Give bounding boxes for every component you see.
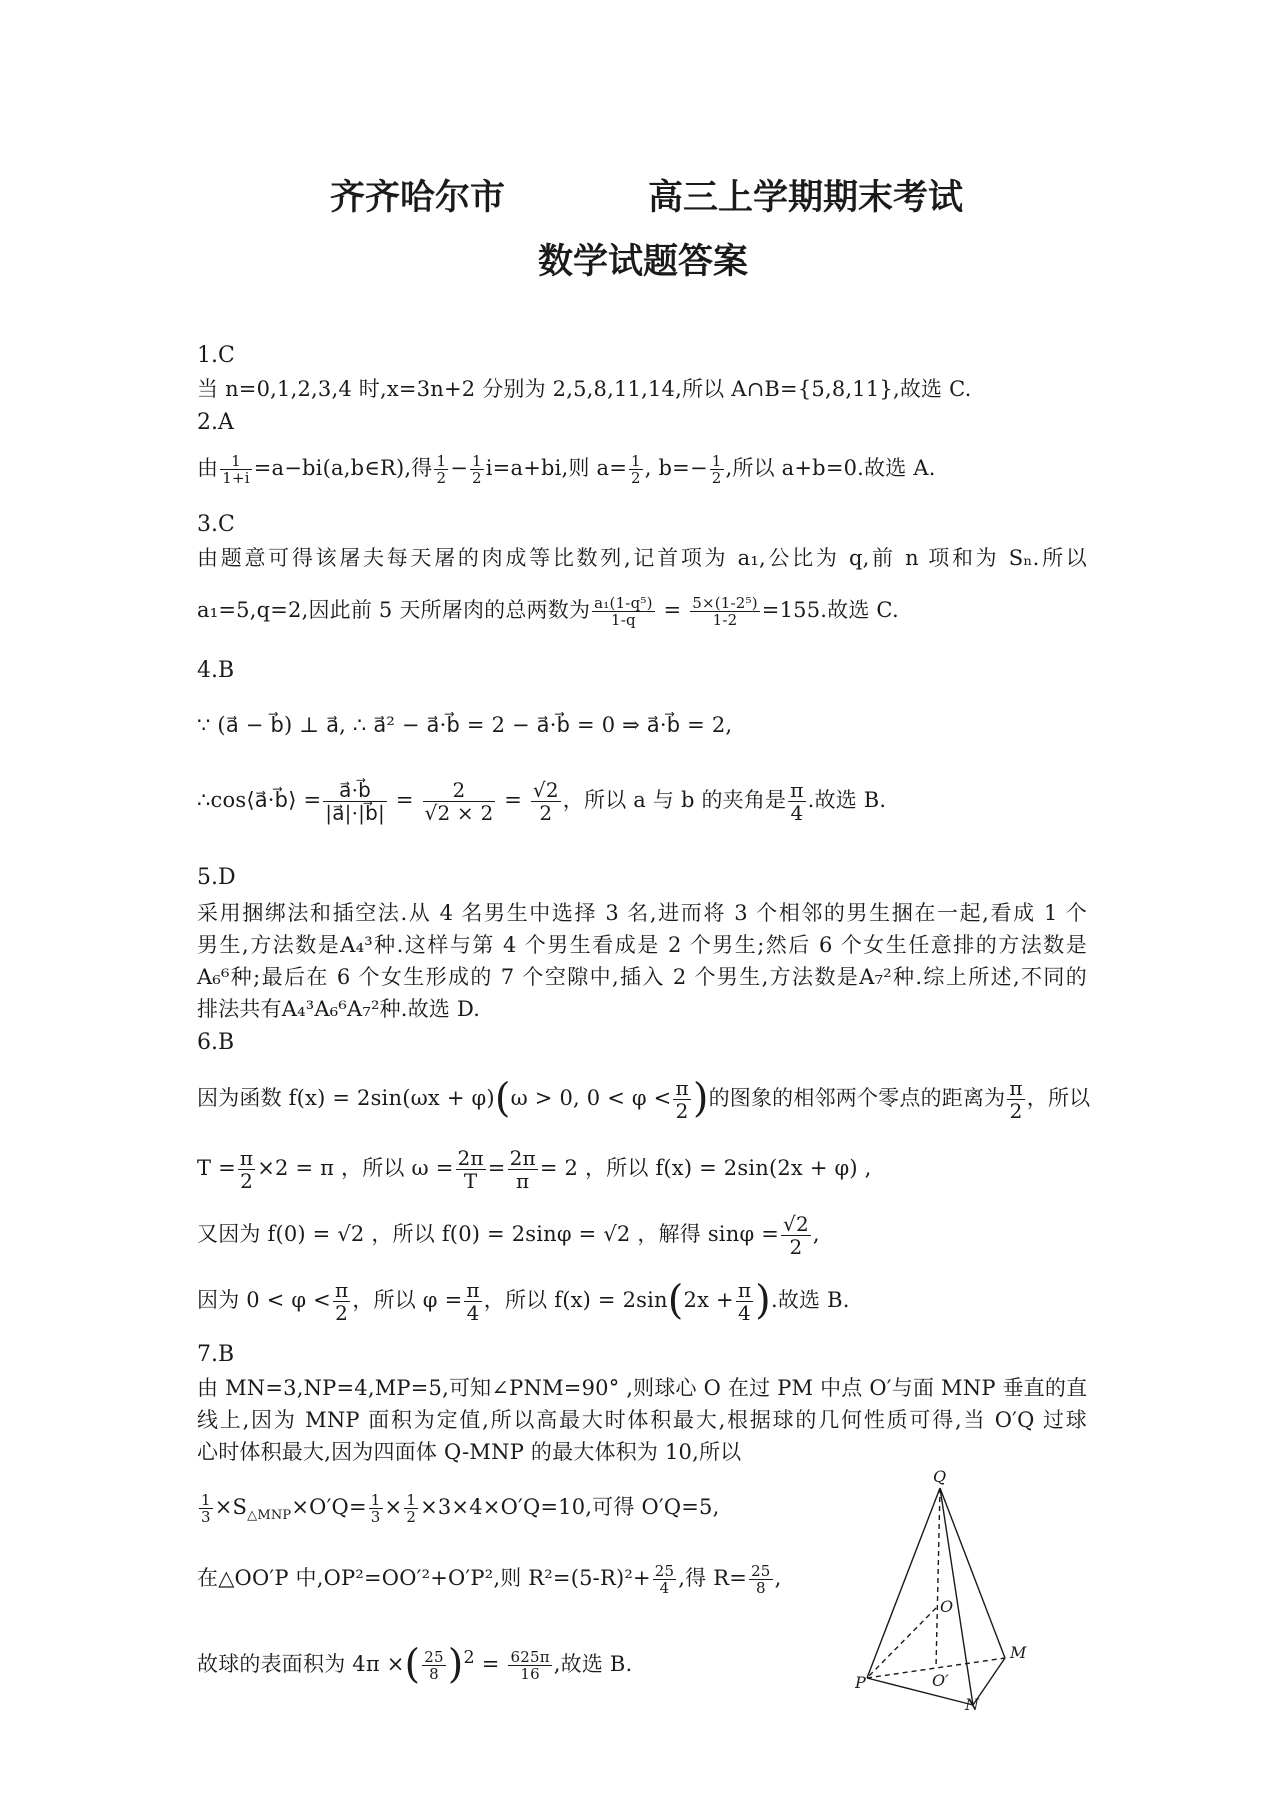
- edge-QP: [867, 1488, 940, 1678]
- fraction-pi-over-2-b: $\frac{\pi}{2}$: [1009, 1076, 1023, 1123]
- answer-text-5-line-3: A₆⁶种;最后在 6 个女生形成的 7 个空隙中,插入 2 个男生,方法数是A₇²种.综上所述,不同的: [197, 965, 1087, 989]
- q6-l4-a: 因为 0 < φ <: [197, 1288, 331, 1312]
- fraction-one-third: $\frac{1}{3}$: [201, 1490, 211, 1526]
- fraction-pi-over-2-c: $\frac{\pi}{2}$: [239, 1146, 254, 1193]
- label-M: M: [1010, 1643, 1027, 1662]
- q6-cond: ω > 0, 0 < φ <: [510, 1086, 672, 1110]
- q7-l5-b: ,得 R=: [678, 1566, 748, 1590]
- fraction-25-over-8-b: $\frac{25}{8}$: [424, 1647, 444, 1683]
- answer-text-7-line-2: 线上,因为 MNP 面积为定值,所以高最大时体积最大,根据球的几何性质可得,当 O′Q 过球: [197, 1408, 1087, 1432]
- answer-text-3-line-2: a₁=5,q=2,因此前 5 天所屠肉的总两数为 $\frac{\text{a₁(1-q⁵)}}{1-q}$ = $\frac{\text{5×(1-2⁵)}}{1-2}$ =155.故选 C.: [197, 593, 899, 629]
- fraction-half-q7: $\frac{1}{2}$: [406, 1490, 417, 1526]
- answer-text-7-line-4: [197, 1485, 837, 1538]
- fraction-pi-over-2-d: $\frac{\pi}{2}$: [334, 1278, 349, 1325]
- q6-end: ，所以: [1026, 1086, 1091, 1110]
- answer-text-4-line-2: ∴cos⟨a⃗·b⃗⟩ = $\frac{a⃗\cdot b⃗}{|a⃗|\cdot|b⃗|}$ = $\frac{2}{√2 \times 2}$ = $\frac{√2}{2}$ ，所以 a 与 b 的夹角是 $\frac{\pi}{4}$ .故选 B.: [197, 778, 887, 825]
- q7-l4-b: ×O′Q=: [291, 1495, 367, 1519]
- edge-PN: [867, 1678, 973, 1705]
- answer-label-5: 5.D: [197, 865, 236, 890]
- fraction-cos-2: $\frac{2}{√2 \times 2}$: [424, 778, 494, 825]
- tetrahedron-figure: [855, 1470, 1035, 1710]
- fraction-2pi-over-pi: $\frac{2\pi}{\pi}$: [509, 1146, 536, 1193]
- q4-pre: ∴cos⟨a⃗·b⃗⟩ =: [197, 788, 322, 812]
- answer-text-6-line-4: 因为 0 < φ < $\frac{\pi}{2}$ ，所以 φ = $\frac{\pi}{4}$ ，所以 f(x) = 2sin(2x + $\frac{\pi}{4}$ ).故选 B.: [197, 1277, 850, 1325]
- fraction-one-third-b: $\frac{1}{3}$: [370, 1490, 381, 1526]
- q2-pre: 由: [197, 456, 219, 480]
- answer-label-6: 6.B: [197, 1030, 235, 1055]
- answer-text-5-line-1: 采用捆绑法和插空法.从 4 名男生中选择 3 名,进而将 3 个相邻的男生捆在一起,看成 1 个: [197, 901, 1087, 925]
- fraction-half-3: $\frac{1}{2}$: [631, 451, 641, 487]
- q7-l4-c: ×: [384, 1495, 403, 1519]
- answer-text-7-line-3: 心时体积最大,因为四面体 Q-MNP 的最大体积为 10,所以: [197, 1440, 742, 1464]
- q7-l5-c: ,: [774, 1566, 782, 1590]
- fraction-2pi-over-T: $\frac{2\pi}{T}$: [457, 1146, 484, 1193]
- label-O-prime: O′: [932, 1671, 949, 1690]
- q3-pre: a₁=5,q=2,因此前 5 天所屠肉的总两数为: [197, 598, 591, 622]
- answer-text-5-line-4: 排法共有A₄³A₆⁶A₇²种.故选 D.: [197, 997, 481, 1021]
- answer-text-7-line-6: 故球的表面积为 4π ×( $\frac{25}{8}$ )$^2$ = $\frac{625\pi}{16}$ ,故选 B.: [197, 1641, 633, 1688]
- answer-text-7-line-5: [197, 1556, 837, 1600]
- answer-label-4: 4.B: [197, 658, 235, 683]
- q7-l5-a: 在△OO′P 中,OP²=OO′²+O′P²,则 R²=(5-R)²+: [197, 1566, 651, 1590]
- q4-end: .故选 B.: [807, 788, 887, 812]
- answer-text-6-line-3: [197, 1206, 1087, 1262]
- q3-post: =155.故选 C.: [761, 598, 899, 622]
- segment-QO2: [936, 1488, 940, 1668]
- answer-text-5-line-2: 男生,方法数是A₄³种.这样与第 4 个男生看成是 2 个男生;然后 6 个女生任意排的方法数是: [197, 933, 1087, 957]
- fraction-half: $\frac{1}{2}$: [436, 451, 447, 487]
- q6-l3-b: ,: [812, 1222, 820, 1246]
- fraction-sqrt2-over-2: $\frac{√2}{2}$: [783, 1212, 809, 1259]
- title-exam: 高三上学期期末考试: [648, 177, 964, 218]
- q6-l2-c: =: [487, 1156, 506, 1180]
- q6-l2-d: = 2 ，所以 f(x) = 2sin(2x + φ) ,: [539, 1156, 872, 1180]
- q7-l6-b: =: [481, 1652, 500, 1676]
- q6-l4-b: ，所以 φ =: [352, 1288, 463, 1312]
- answer-label-7: 7.B: [197, 1342, 235, 1367]
- label-Q: Q: [933, 1470, 947, 1486]
- answer-text-4-line-1: ∵ (a⃗ − b⃗) ⊥ a⃗, ∴ a⃗² − a⃗·b⃗ = 2 − a⃗·b⃗ = 0 ⇒ a⃗·b⃗ = 2,: [197, 713, 733, 737]
- fraction-geo-sum-values: $\frac{\text{5×(1-2⁵)}}{1-2}$: [692, 593, 758, 629]
- answer-label-2: 2.A: [197, 410, 234, 435]
- label-N: N: [965, 1695, 979, 1710]
- q7-l4-a: ×S: [214, 1495, 248, 1519]
- q6-l4-c: ，所以 f(x) = 2sin: [483, 1288, 668, 1312]
- answer-label-1: 1.C: [197, 343, 235, 368]
- answer-label-3: 3.C: [197, 512, 235, 537]
- answer-text-2: 由 $\frac{1}{1+i}$ =a−bi(a,b∈R),得 $\frac{1}{2}$ − $\frac{1}{2}$ i=a+bi,则 a= $\frac{1}{2}$ , b=− $\frac{1}{2}$ ,所以 a+b=0.故选 A.: [197, 451, 936, 487]
- fraction-pi-over-2: $\frac{\pi}{2}$: [675, 1076, 689, 1123]
- answer-text-1: 当 n=0,1,2,3,4 时,x=3n+2 分别为 2,5,8,11,14,所以 A∩B={5,8,11},故选 C.: [197, 377, 972, 401]
- fraction-25-over-8: $\frac{25}{8}$: [751, 1561, 771, 1597]
- q6-pre: 因为函数 f(x) = 2sin(ωx + φ): [197, 1086, 495, 1110]
- answer-text-6-line-1: 因为函数 f(x) = 2sin(ωx + φ)(ω > 0, 0 < φ < $\frac{\pi}{2}$ )的图象的相邻两个零点的距离为 $\frac{\pi}{2}$ ，所以: [197, 1075, 1091, 1123]
- fraction-neg-half: $\frac{1}{2}$: [711, 451, 722, 487]
- title-city: 齐齐哈尔市: [330, 177, 506, 218]
- fraction-625pi-over-16: $\frac{625\pi}{16}$: [510, 1647, 550, 1683]
- fraction-geo-sum: $\frac{\text{a₁(1-q⁵)}}{1-q}$: [594, 593, 653, 629]
- q2-mid: =a+bi,则 a=: [492, 456, 628, 480]
- q4-post: ，所以 a 与 b 的夹角是: [562, 788, 787, 812]
- q6-l4-e: .故选 B.: [770, 1288, 850, 1312]
- answer-text-6-line-2: [197, 1140, 1087, 1196]
- q2-end: ,所以 a+b=0.故选 A.: [725, 456, 936, 480]
- q6-l3-a: 又因为 f(0) = √2 ，所以 f(0) = 2sinφ = √2 ，解得 sinφ =: [197, 1222, 780, 1246]
- segment-OP: [867, 1608, 936, 1678]
- fraction-pi-over-4-c: $\frac{\pi}{4}$: [737, 1278, 752, 1325]
- fraction-cos-1: $\frac{a⃗\cdot b⃗}{|a⃗|\cdot|b⃗|}$: [325, 778, 385, 825]
- q6-l2-a: T =: [197, 1156, 236, 1180]
- answer-text-3-line-1: 由题意可得该屠夫每天屠的肉成等比数列,记首项为 a₁,公比为 q,前 n 项和为 Sₙ.所以: [197, 546, 1087, 570]
- fraction-25-over-4: $\frac{25}{4}$: [654, 1561, 675, 1597]
- q7-l4-d: ×3×4×O′Q=10,可得 O′Q=5,: [420, 1495, 720, 1519]
- page-title: 数学试题答案: [538, 241, 749, 282]
- q2-post: =a−bi(a,b∈R),得: [253, 456, 433, 480]
- fraction-pi-over-4: $\frac{\pi}{4}$: [790, 778, 804, 825]
- answer-text-7-line-1: 由 MN=3,NP=4,MP=5,可知∠PNM=90° ,则球心 O 在过 PM 中点 O′与面 MNP 垂直的直: [197, 1376, 1088, 1400]
- q6-post: 的图象的相邻两个零点的距离为: [708, 1086, 1006, 1110]
- q7-l6-c: ,故选 B.: [553, 1652, 633, 1676]
- q7-l6-a: 故球的表面积为 4π ×: [197, 1652, 405, 1676]
- label-O: O: [940, 1597, 954, 1616]
- q7-l4-sub: △MNP: [247, 1508, 292, 1524]
- fraction-pi-over-4-b: $\frac{\pi}{4}$: [466, 1278, 480, 1325]
- edge-QM: [940, 1488, 1005, 1658]
- label-P: P: [855, 1673, 866, 1692]
- fraction-cos-3: $\frac{√2}{2}$: [532, 778, 559, 825]
- q6-l2-b: ×2 = π ，所以 ω =: [257, 1156, 454, 1180]
- fraction-1-over-1-plus-i: $\frac{1}{1+i}$: [222, 451, 250, 487]
- fraction-half-2: $\frac{1}{2}$: [472, 451, 482, 487]
- q6-l4-d: 2x +: [683, 1288, 734, 1312]
